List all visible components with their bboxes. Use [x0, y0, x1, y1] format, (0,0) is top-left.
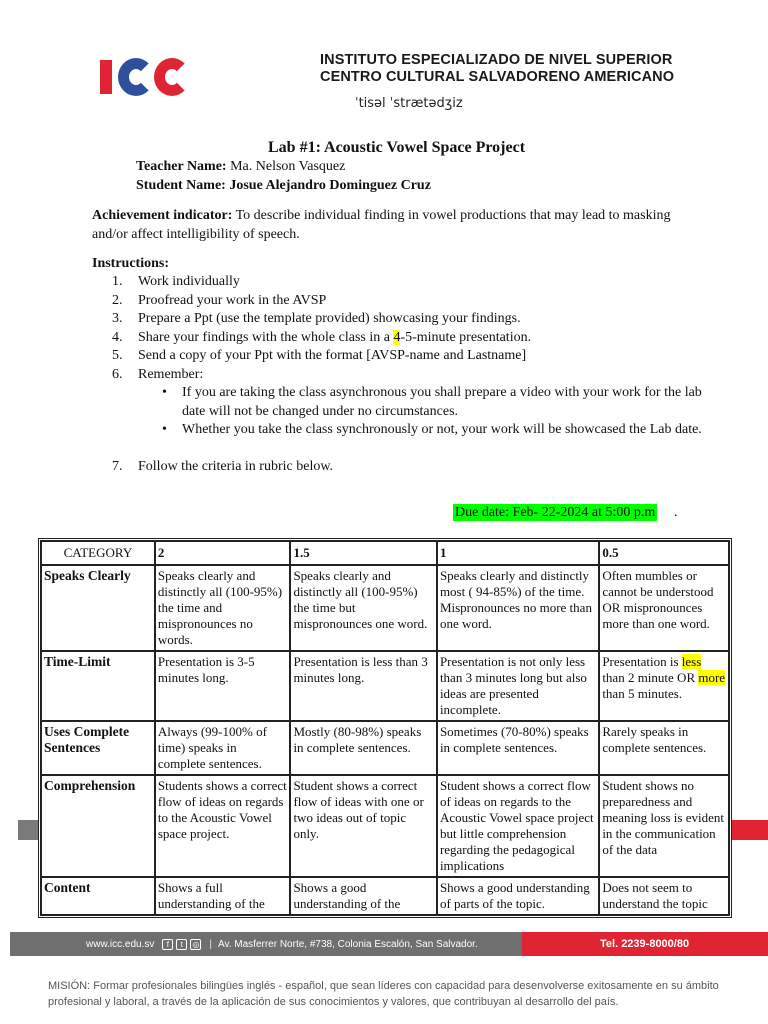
column-header: 2: [155, 541, 291, 565]
instructions-list: [112, 273, 712, 476]
logo-text: [100, 58, 101, 59]
document-meta: [136, 157, 431, 195]
column-header: CATEGORY: [41, 541, 155, 565]
facebook-icon[interactable]: f: [162, 939, 173, 950]
table-cell: Speaks clearly and distinctly all (100-95%) the time but mispronounces one word.: [290, 565, 437, 651]
row-category: Uses Complete Sentences: [41, 721, 155, 775]
table-cell: Presentation is less than 3 minutes long.: [290, 651, 437, 721]
teacher-label: Teacher Name:: [136, 159, 227, 174]
table-cell: Students shows a correct flow of ideas on regards to the Acoustic Vowel space project.: [155, 775, 291, 877]
footer-contact: [10, 932, 522, 956]
address: Av. Masferrer Norte, #738, Colonia Escalón, San Salvador.: [217, 938, 478, 950]
social-icons: [162, 939, 201, 950]
mission-statement: [48, 978, 748, 1010]
divider: |: [209, 938, 212, 950]
row-category: Comprehension: [41, 775, 155, 877]
teacher-name: Ma. Nelson Vasquez: [226, 159, 346, 174]
rubric-table: [38, 538, 732, 918]
row-category: Time-Limit: [41, 651, 155, 721]
highlighted-text: more: [698, 670, 726, 685]
table-cell: Rarely speaks in complete sentences.: [599, 721, 729, 775]
table-cell: Presentation is less than 2 minute OR more than 5 minutes.: [599, 651, 729, 721]
instructions-heading: Instructions:: [92, 256, 170, 271]
due-date-period: .: [674, 505, 678, 520]
institution-line-1: INSTITUTO ESPECIALIZADO DE NIVEL SUPERIOR: [320, 52, 673, 68]
row-category: Speaks Clearly: [41, 565, 155, 651]
student-name: Josue Alejandro Dominguez Cruz: [225, 178, 431, 193]
icc-logo: [100, 58, 194, 96]
bullet-icon: •: [162, 385, 167, 400]
student-label: Student Name:: [136, 178, 226, 193]
table-cell: Sometimes (70-80%) speaks in complete sentences.: [437, 721, 599, 775]
table-cell: Speaks clearly and distinctly all (100-95%) the time and mispronounces no words.: [155, 565, 291, 651]
table-cell: Student shows no preparedness and meaning loss is evident in the communication of the data: [599, 775, 729, 877]
table-row: [41, 775, 729, 877]
table-row: [41, 565, 729, 651]
table-cell: Often mumbles or cannot be understood OR mispronounces more than one word.: [599, 565, 729, 651]
mission-label: MISIÓN:: [48, 980, 91, 992]
table-row: [41, 721, 729, 775]
list-item: 5. Send a copy of your Ppt with the format [AVSP-name and Lastname]: [112, 348, 527, 363]
column-header: 1: [437, 541, 599, 565]
table-cell: Always (99-100% of time) speaks in complete sentences.: [155, 721, 291, 775]
list-item: 3. Prepare a Ppt (use the template provided) showcasing your findings.: [112, 311, 521, 326]
mission-text: Formar profesionales bilingües inglés - español, que sean líderes con capacidad para desenvolverse exitosamente en su ámbito profesional y laboral, a través de la aplicación de sus conocimientos y valores, que contribuyan al desarrollo del país.: [48, 980, 719, 1008]
bullet-icon: •: [162, 422, 167, 437]
table-cell: Shows a full understanding of the: [155, 877, 291, 915]
footer-phone: [522, 932, 768, 956]
document-title: Lab #1: Acoustic Vowel Space Project: [268, 139, 526, 156]
table-cell: Shows a good understanding of the: [290, 877, 437, 915]
list-item: 6. Remember:: [112, 366, 204, 382]
instagram-icon[interactable]: ◎: [190, 939, 201, 950]
achievement-label: Achievement indicator:: [92, 208, 233, 223]
table-cell: Presentation is not only less than 3 minutes long but also ideas are presented incomplete.: [437, 651, 599, 721]
table-row: [41, 651, 729, 721]
institution-name: [320, 52, 700, 86]
column-header: 0.5: [599, 541, 729, 565]
phone-number: Tel. 2239-8000/80: [600, 938, 690, 950]
column-header: 1.5: [290, 541, 437, 565]
list-item: 7. Follow the criteria in rubric below.: [112, 458, 334, 474]
table-cell: Does not seem to understand the topic: [599, 877, 729, 915]
side-band-right: [732, 820, 768, 840]
ipa-transcription: ˈtisəl ˈstrætədʒiz: [355, 96, 463, 111]
bullet-item: • Whether you take the class synchronously or not, your work will be showcased the Lab date.: [112, 421, 712, 440]
bullet-item: • If you are taking the class asynchronous you shall prepare a video with your work for the lab date will not be changed under no circumstances.: [112, 384, 712, 421]
table-cell: Speaks clearly and distinctly most ( 94-85%) of the time. Mispronounces no more than one word.: [437, 565, 599, 651]
table-cell: Shows a good understanding of parts of the topic.: [437, 877, 599, 915]
row-category: Content: [41, 877, 155, 915]
table-header-row: [41, 541, 729, 565]
list-item: 1. Work individually: [112, 274, 240, 289]
table-row: [41, 877, 729, 915]
footer-bar: [10, 932, 768, 956]
institution-line-2: CENTRO CULTURAL SALVADORENO AMERICANO: [320, 69, 675, 85]
website-link[interactable]: www.icc.edu.sv: [86, 938, 155, 950]
table-cell: Presentation is 3-5 minutes long.: [155, 651, 291, 721]
due-date: Due date: Feb- 22-2024 at 5:00 p.m: [455, 505, 656, 520]
list-item: 2. Proofread your work in the AVSP: [112, 292, 327, 308]
achievement-indicator: [92, 206, 692, 244]
achievement-text: To describe individual finding in vowel productions that may lead to masking and/or affect intelligibility of speech.: [92, 208, 671, 242]
twitter-icon[interactable]: t: [176, 939, 187, 950]
list-item: 4. Share your findings with the whole class in a 4-5-minute presentation.: [112, 329, 532, 345]
table-cell: Mostly (80-98%) speaks in complete sentences.: [290, 721, 437, 775]
highlighted-text: less: [681, 654, 702, 669]
highlighted-text: 4: [393, 329, 401, 345]
side-band-left: [18, 820, 38, 840]
table-cell: Student shows a correct flow of ideas with one or two ideas out of topic only.: [290, 775, 437, 877]
table-cell: Student shows a correct flow of ideas on regards to the Acoustic Vowel space project but little comprehension regarding the pedagogical implications: [437, 775, 599, 877]
